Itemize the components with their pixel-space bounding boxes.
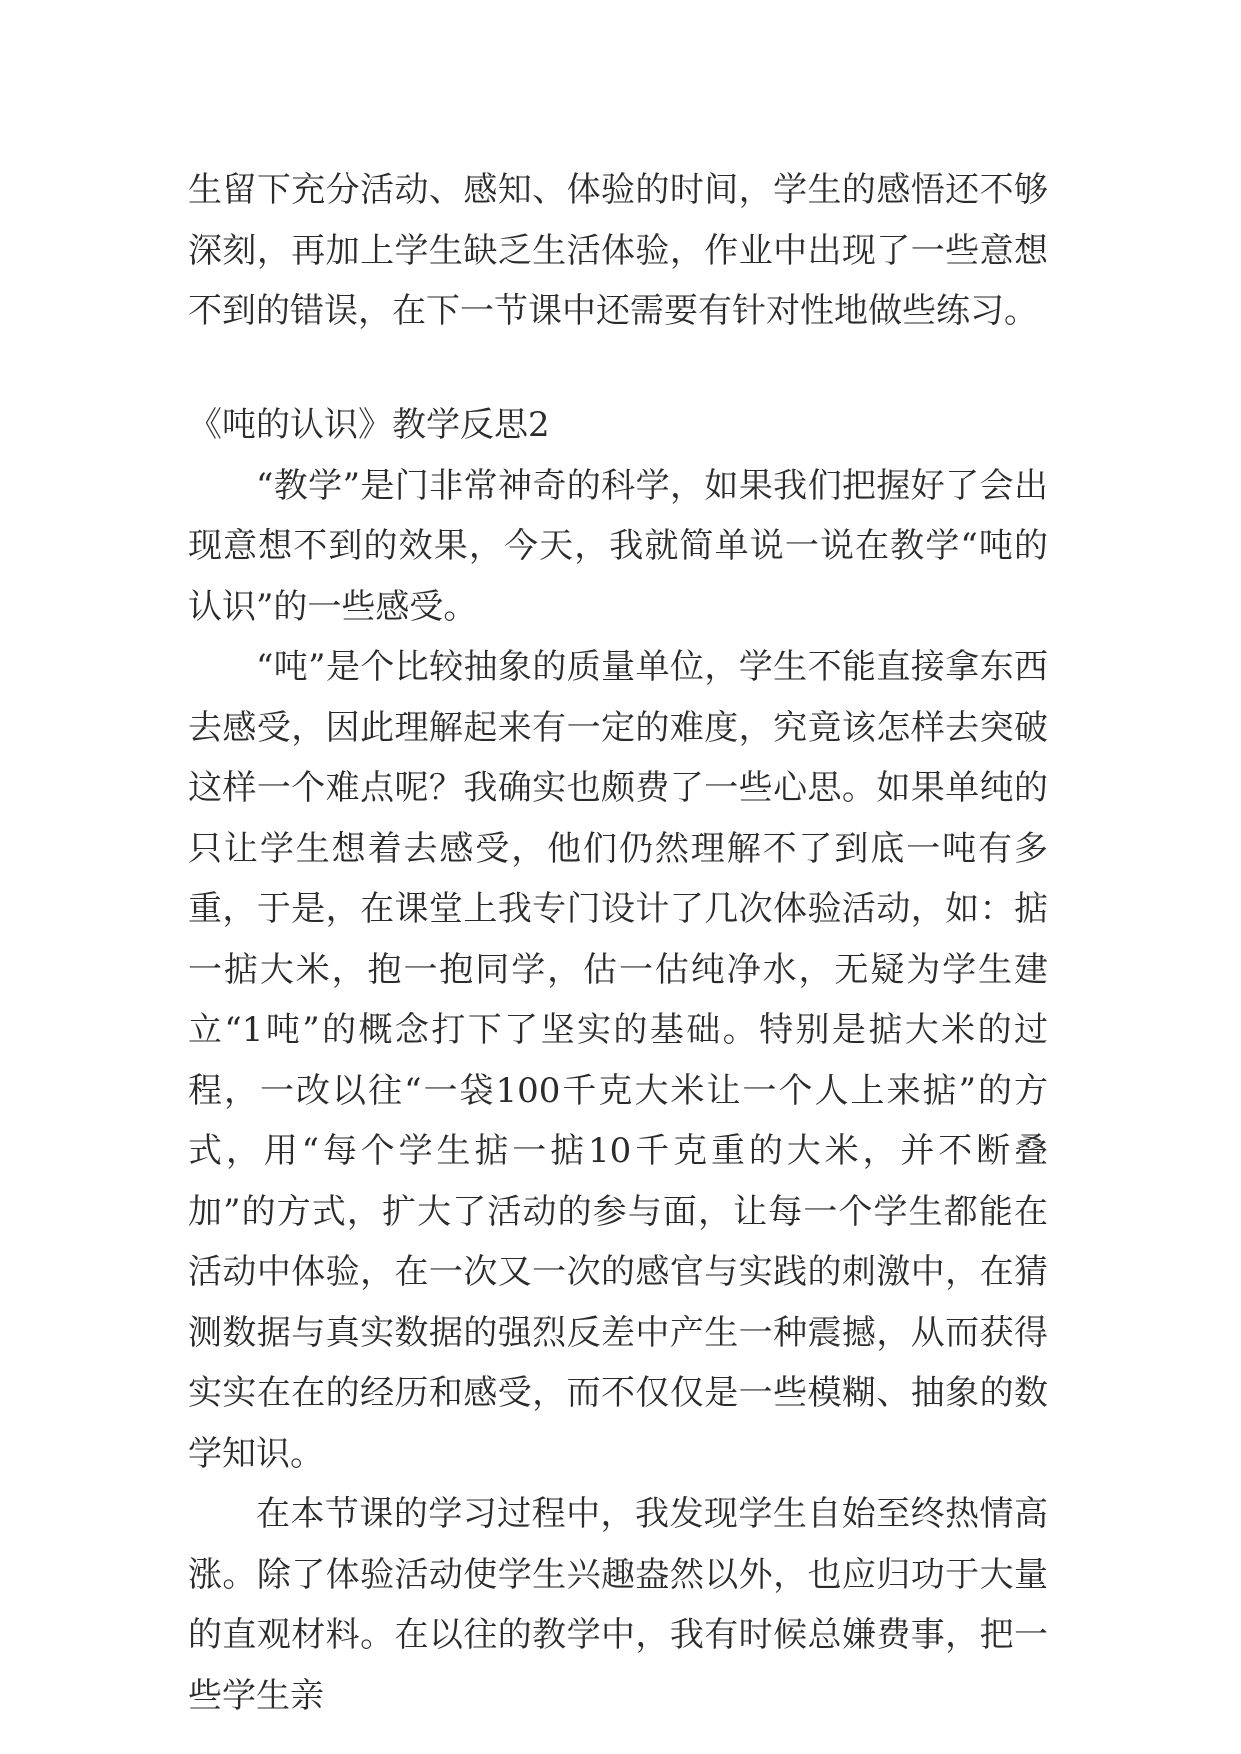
section-heading: 《吨的认识》教学反思2	[188, 405, 550, 445]
body-paragraph: “吨”是个比较抽象的质量单位，学生不能直接拿东西去感受，因此理解起来有一定的难度，究竟该怎样去突破这样一个难点呢？我确实也颇费了一些心思。如果单纯的只让学生想着去感受，他们仍然理解不了到底一吨有多重，于是，在课堂上我专门设计了几次体验活动，如：掂一掂大米，抱一抱同学，估一估纯净水，无疑为学生建立“1吨”的概念打下了坚实的基础。特别是掂大米的过程，一改以往“一袋100千克大米让一个人上来掂”的方式，用“每个学生掂一掂10千克重的大米，并不断叠加”的方式，扩大了活动的参与面，让每一个学生都能在活动中体验，在一次又一次的感官与实践的刺激中，在猜测数据与真实数据的强烈反差中产生一种震撼，从而获得实实在在的经历和感受，而不仅仅是一些模糊、抽象的数学知识。	[188, 647, 1048, 1474]
opening-text-block	[188, 160, 1048, 342]
section-text-block	[188, 395, 1048, 1726]
opening-paragraph: 生留下充分活动、感知、体验的时间，学生的感悟还不够深刻，再加上学生缺乏生活体验，作业中出现了一些意想不到的错误，在下一节课中还需要有针对性地做些练习。	[188, 170, 1048, 331]
body-paragraph: 在本节课的学习过程中，我发现学生自始至终热情高涨。除了体验活动使学生兴趣盎然以外，也应归功于大量的直观材料。在以往的教学中，我有时候总嫌费事，把一些学生亲	[188, 1494, 1048, 1716]
body-paragraph: “教学”是门非常神奇的科学，如果我们把握好了会出现意想不到的效果，今天，我就简单说一说在教学“吨的认识”的一些感受。	[188, 465, 1048, 627]
